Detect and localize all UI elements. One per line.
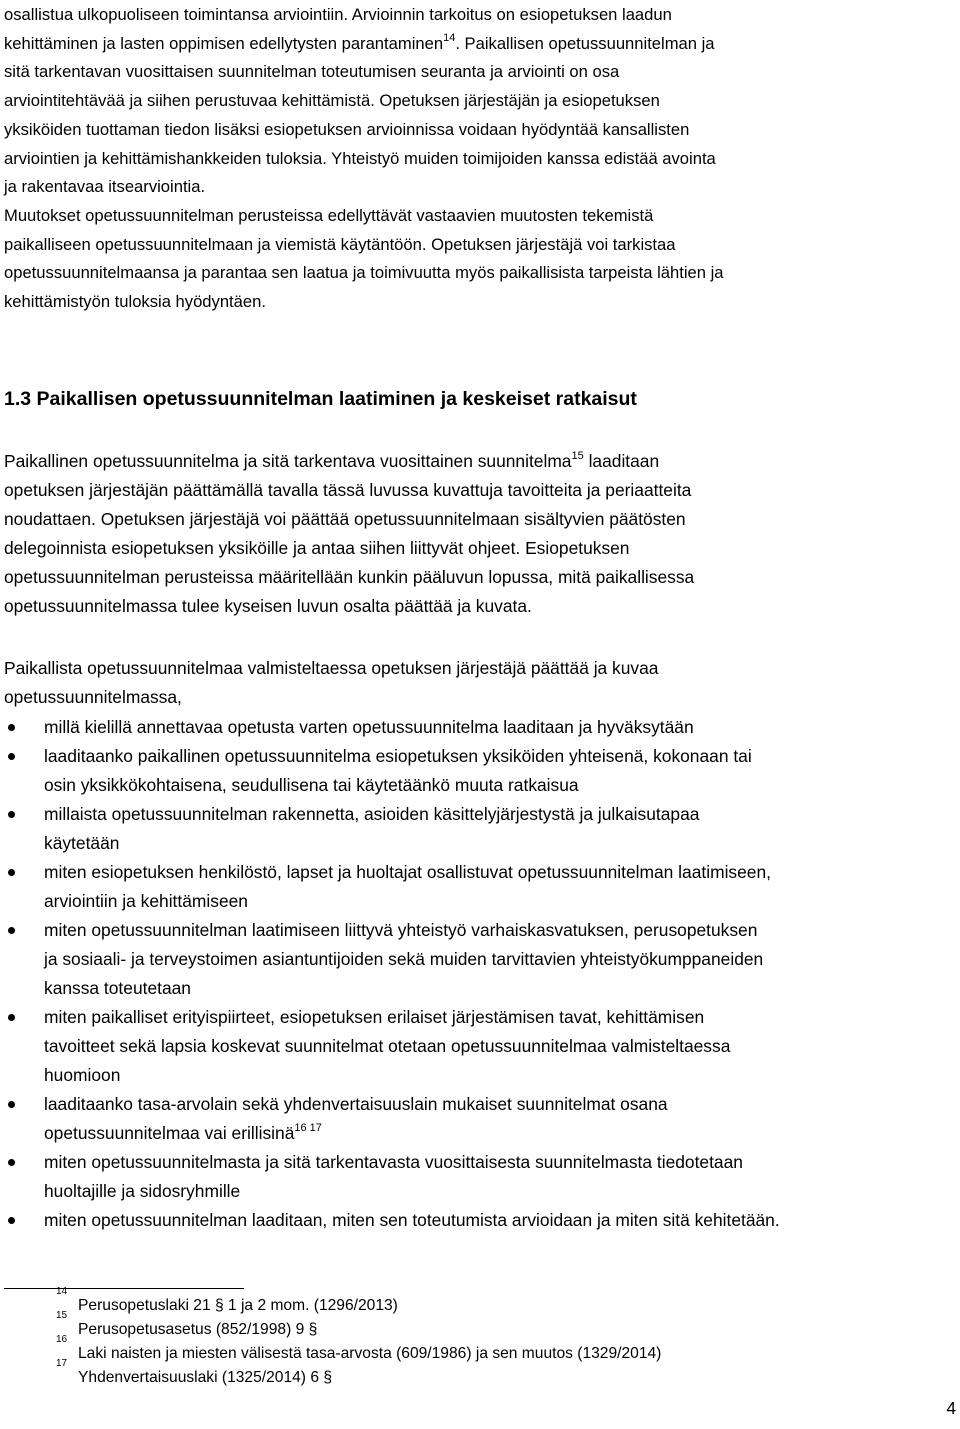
paragraph-intro-list xyxy=(4,654,658,712)
text-line: arviointien ja kehittämishankkeiden tuloksia. Yhteistyö muiden toimijoiden kanssa edistää avointa xyxy=(4,148,716,168)
text-line: sitä tarkentavan vuosittaisen suunnitelman toteutumisen seuranta ja arviointi on osa xyxy=(4,62,620,82)
list-item xyxy=(0,1206,780,1235)
text-line: millaista opetussuunnitelman rakennetta, asioiden käsittelyjärjestystä ja julkaisutapaa xyxy=(44,804,700,824)
text-line: arviointiin ja kehittämiseen xyxy=(44,891,248,911)
footnote-text: Perusopetusasetus (852/1998) 9 § xyxy=(78,1321,318,1338)
text-line: kehittämistyön tuloksia hyödyntäen. xyxy=(4,292,266,312)
footnote-text: Laki naisten ja miesten välisestä tasa-arvosta (609/1986) ja sen muutos (1329/2014) xyxy=(78,1345,662,1362)
text-line xyxy=(44,1119,780,1148)
text-line: Paikallista opetussuunnitelmaa valmisteltaessa opetuksen järjestäjä päättää ja kuvaa xyxy=(4,658,659,678)
text-line xyxy=(4,30,724,59)
text-line: laaditaanko paikallinen opetussuunnitelma esiopetuksen yksiköiden yhteisenä, kokonaan tai xyxy=(44,746,752,766)
footnote: 17 Yhdenvertaisuuslaki (1325/2014) 6 § xyxy=(56,1358,332,1386)
bullet-icon xyxy=(8,753,15,760)
list-item xyxy=(0,713,780,742)
text-line: miten opetussuunnitelmasta ja sitä tarkentavasta vuosittaisesta suunnitelmasta tiedotetaan xyxy=(44,1152,743,1172)
list-item xyxy=(0,858,780,916)
footnote-text: Yhdenvertaisuuslaki (1325/2014) 6 § xyxy=(78,1369,332,1386)
text-line: miten opetussuunnitelman laaditaan, miten sen toteutumista arvioidaan ja miten sitä kehitetään. xyxy=(44,1210,780,1230)
text-line: ja sosiaali- ja terveystoimen asiantuntijoiden sekä muiden tarvittavien yhteistyökumppaneiden xyxy=(44,949,764,969)
footnote: 16 Laki naisten ja miesten välisestä tasa-arvosta (609/1986) ja sen muutos (1329/2014) xyxy=(56,1334,662,1362)
text-segment: kehittäminen ja lasten oppimisen edellytysten parantaminen xyxy=(4,33,444,53)
list-item xyxy=(0,916,780,1003)
text-line: huoltajille ja sidosryhmille xyxy=(44,1181,241,1201)
text-line xyxy=(4,447,694,476)
bullet-icon xyxy=(8,1014,15,1021)
footnote: 15 Perusopetusasetus (852/1998) 9 § xyxy=(56,1310,318,1338)
text-line: miten opetussuunnitelman laatimiseen liittyvä yhteistyö varhaiskasvatuksen, perusopetuksen xyxy=(44,920,758,940)
bullet-icon xyxy=(8,811,15,818)
text-line: opetussuunnitelmassa, xyxy=(4,687,182,707)
bullet-icon xyxy=(8,869,15,876)
text-line: opetuksen järjestäjän päättämällä tavalla tässä luvussa kuvattuja tavoitteita ja periaatteita xyxy=(4,480,692,500)
text-line: yksiköiden tuottaman tiedon lisäksi esiopetuksen arvioinnissa voidaan hyödyntää kansallisten xyxy=(4,119,690,139)
text-segment: . Paikallisen opetussuunnitelman ja xyxy=(455,33,715,53)
text-line: kanssa toteutetaan xyxy=(44,978,191,998)
text-segment: opetussuunnitelmaa vai erillisinä xyxy=(44,1123,295,1143)
text-line: Muutokset opetussuunnitelman perusteissa edellyttävät vastaavien muutosten tekemistä xyxy=(4,205,654,225)
text-line: huomioon xyxy=(44,1065,121,1085)
text-line: arviointitehtävää ja siihen perustuvaa kehittämistä. Opetuksen järjestäjän ja esiopetuksen xyxy=(4,91,660,111)
footnote-ref-16-17: 16 17 xyxy=(294,1122,322,1135)
text-line: opetussuunnitelmaansa ja parantaa sen laatua ja toimivuutta myös paikallisista tarpeista lähtien ja xyxy=(4,263,724,283)
footnote: 14 Perusopetuslaki 21 § 1 ja 2 mom. (1296/2013) xyxy=(56,1286,398,1314)
paragraph-local-curriculum xyxy=(4,447,694,621)
paragraph-evaluation xyxy=(4,1,724,317)
footnotes xyxy=(56,1286,662,1390)
bullet-list xyxy=(0,713,780,1235)
bullet-icon xyxy=(8,724,15,731)
text-line: tavoitteet sekä lapsia koskevat suunnitelmat otetaan opetussuunnitelmaa valmisteltaessa xyxy=(44,1036,731,1056)
footnote-text: Perusopetuslaki 21 § 1 ja 2 mom. (1296/2013) xyxy=(78,1297,398,1314)
text-line: käytetään xyxy=(44,833,120,853)
text-segment: laaditaan xyxy=(583,451,660,471)
page-number: 4 xyxy=(946,1398,956,1418)
list-item xyxy=(0,742,780,800)
list-item xyxy=(0,1003,780,1090)
bullet-icon xyxy=(8,927,15,934)
text-line: osin yksikkökohtaisena, seudullisena tai käytetäänkö muuta ratkaisua xyxy=(44,775,579,795)
text-line: noudattaen. Opetuksen järjestäjä voi päättää opetussuunnitelmaan sisältyvien päätösten xyxy=(4,509,686,529)
text-line: ja rakentavaa itsearviointia. xyxy=(4,177,206,197)
footnote-ref-15: 15 xyxy=(571,450,584,463)
text-line: delegoinnista esiopetuksen yksiköille ja antaa siihen liittyvät ohjeet. Esiopetuksen xyxy=(4,538,630,558)
footnote-ref-14: 14 xyxy=(443,32,456,45)
list-item xyxy=(0,1148,780,1206)
footnote-divider xyxy=(4,1288,244,1289)
list-item xyxy=(0,800,780,858)
text-line: laaditaanko tasa-arvolain sekä yhdenvertaisuuslain mukaiset suunnitelmat osana xyxy=(44,1094,668,1114)
text-line: paikalliseen opetussuunnitelmaan ja viemistä käytäntöön. Opetuksen järjestäjä voi tarkistaa xyxy=(4,234,676,254)
text-line: opetussuunnitelman perusteissa määritellään kunkin pääluvun lopussa, mitä paikallisessa xyxy=(4,567,695,587)
bullet-icon xyxy=(8,1217,15,1224)
text-segment: Paikallinen opetussuunnitelma ja sitä tarkentava vuosittainen suunnitelma xyxy=(4,451,572,471)
section-heading: 1.3 Paikallisen opetussuunnitelman laatiminen ja keskeiset ratkaisut xyxy=(4,388,637,410)
text-line: opetussuunnitelmassa tulee kyseisen luvun osalta päättää ja kuvata. xyxy=(4,596,532,616)
list-item xyxy=(0,1090,780,1148)
text-line: miten esiopetuksen henkilöstö, lapset ja huoltajat osallistuvat opetussuunnitelman laatimiseen, xyxy=(44,862,771,882)
text-line: osallistua ulkopuoliseen toimintansa arviointiin. Arvioinnin tarkoitus on esiopetuksen laadun xyxy=(4,5,672,24)
text-line: millä kielillä annettavaa opetusta varten opetussuunnitelma laaditaan ja hyväksytään xyxy=(44,717,694,737)
bullet-icon xyxy=(8,1159,15,1166)
text-line: miten paikalliset erityispiirteet, esiopetuksen erilaiset järjestämisen tavat, kehittämisen xyxy=(44,1007,705,1027)
bullet-icon xyxy=(8,1101,15,1108)
